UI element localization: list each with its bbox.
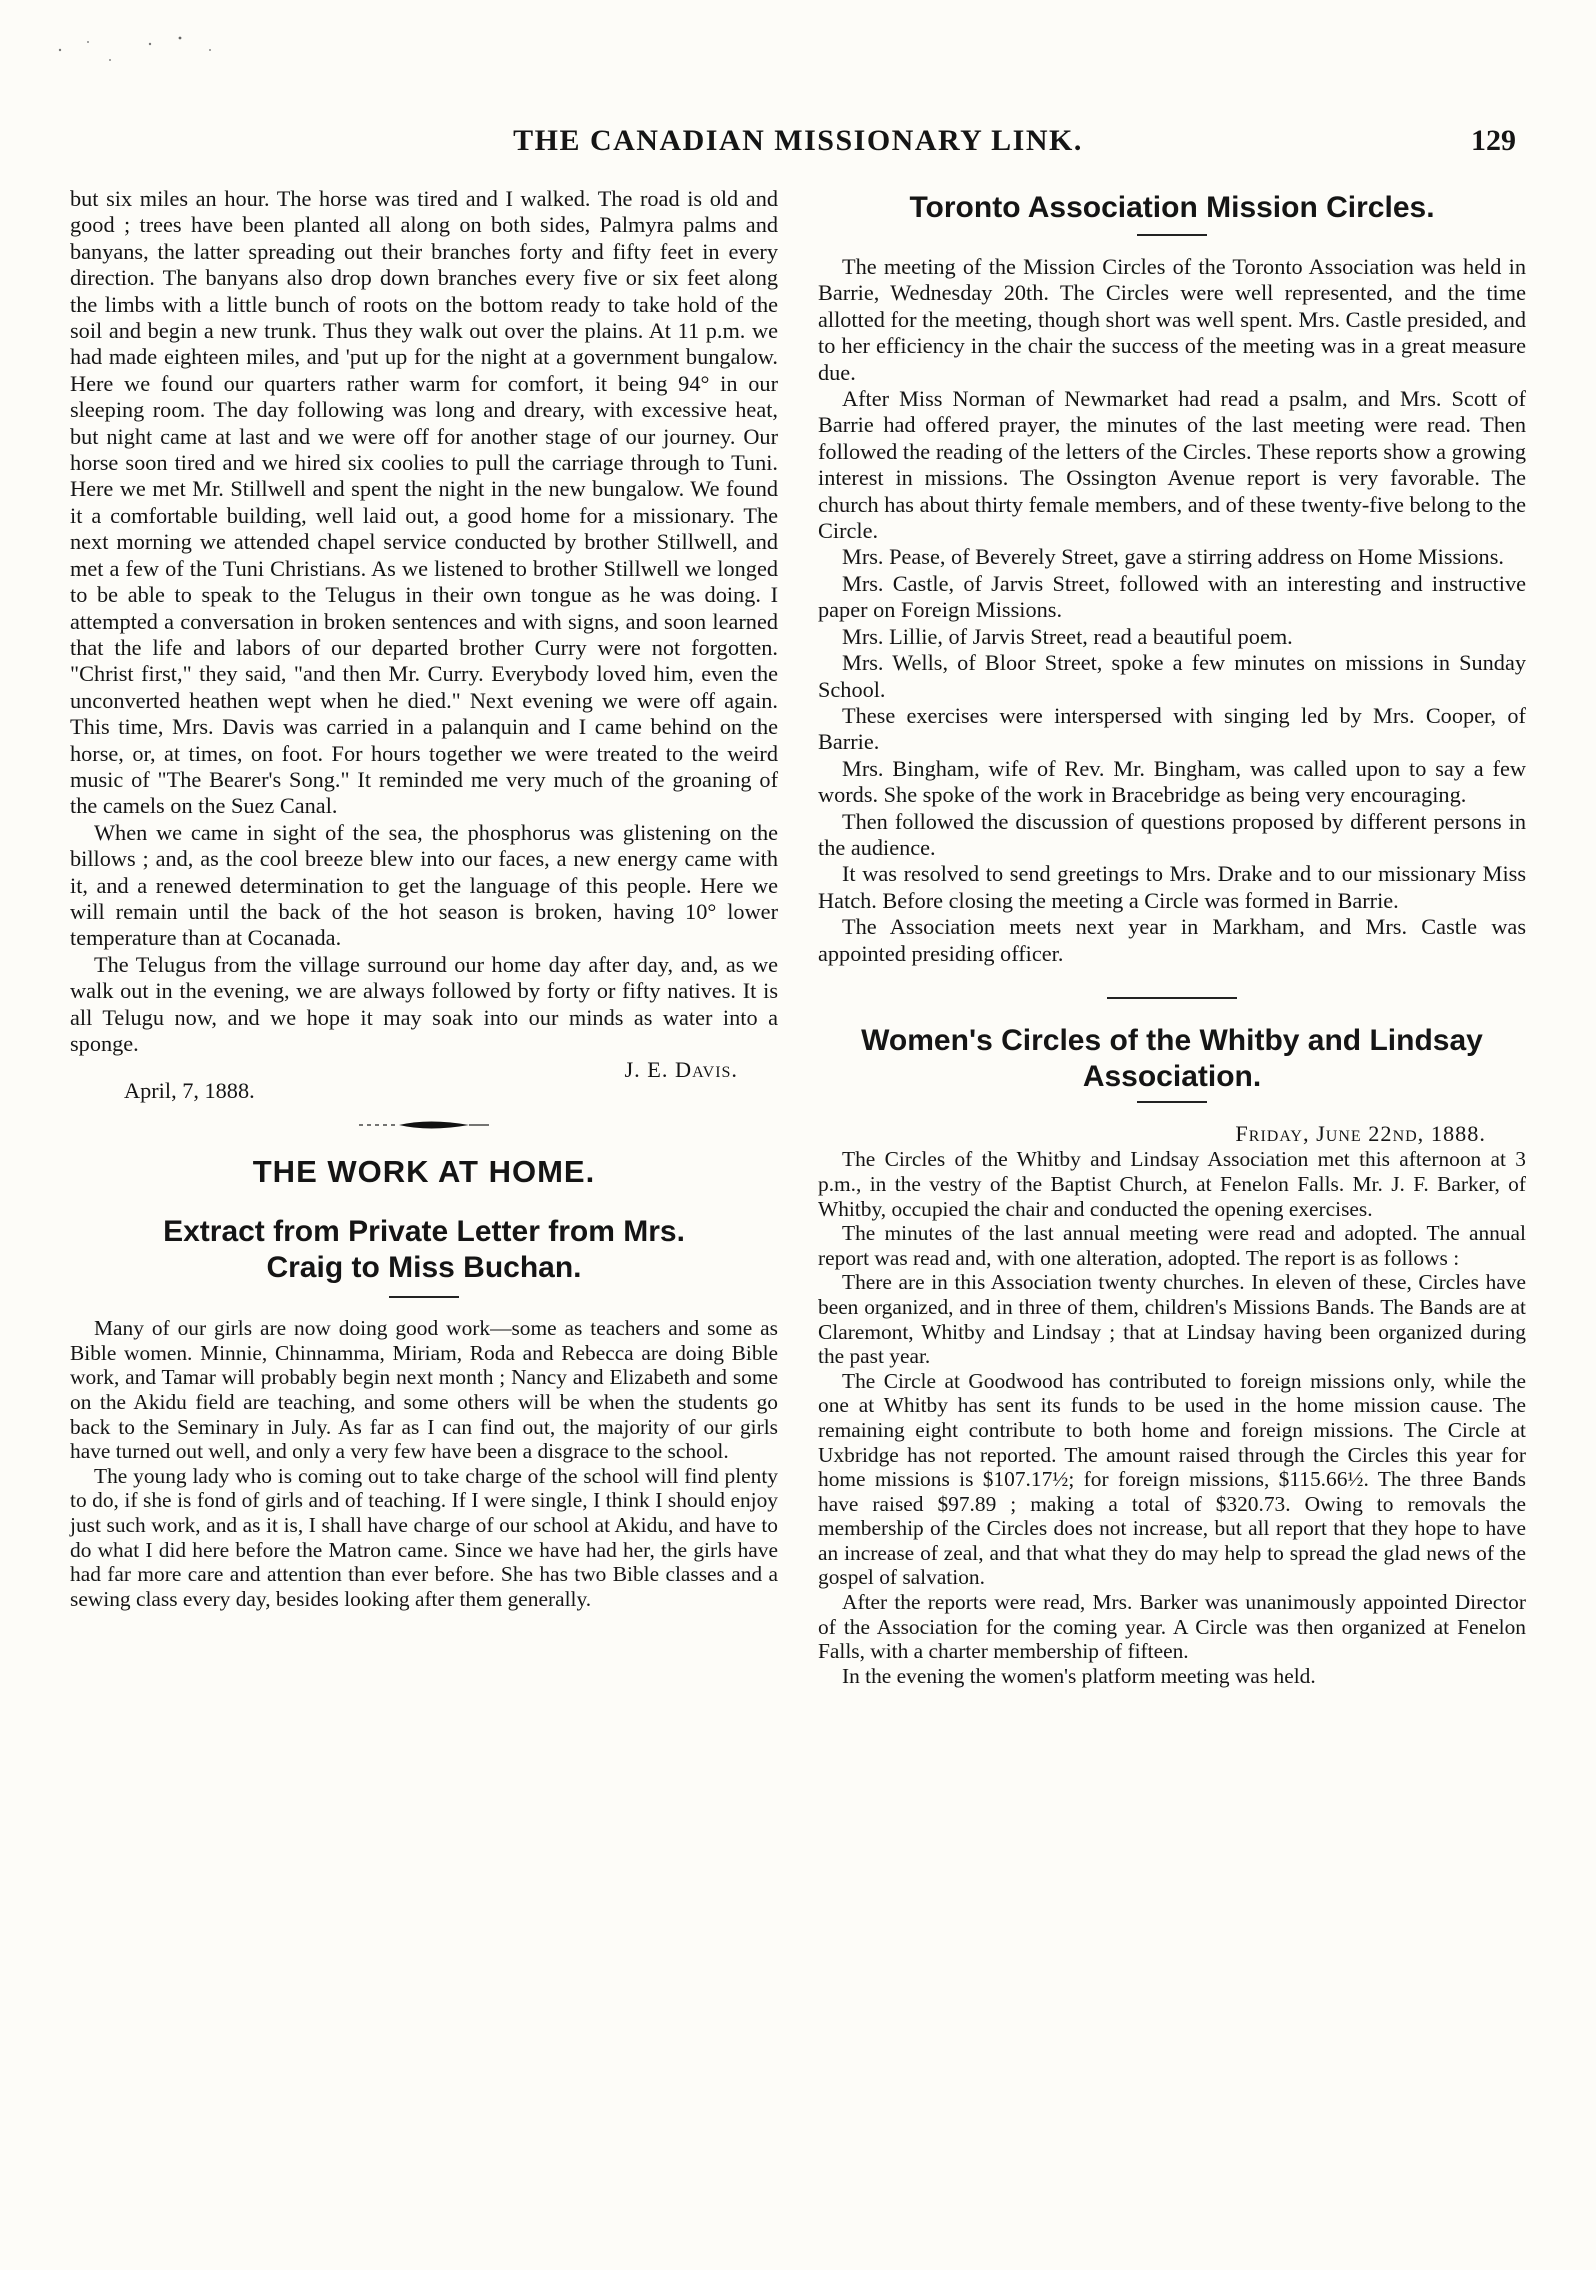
letter-dateline: April, 7, 1888.: [124, 1077, 255, 1103]
toronto-paragraph: The meeting of the Mission Circles of the Toronto Association was held in Barrie, Wednesday 20th. The Circles were well represented, and the time allotted for the meeting, though short was well spent. Mrs. Castle presided, and to her efficiency in the chair the success of the meeting was in a great measure due.: [818, 254, 1526, 385]
toronto-paragraph: The Association meets next year in Markham, and Mrs. Castle was appointed presiding officer.: [818, 914, 1526, 966]
extract-paragraph: The young lady who is coming out to take charge of the school will find plenty to do, if she is fond of girls and of teaching. If I were single, I think I should enjoy just such work, and as it is, I shall have charge of our school at Akidu, and have to do what I did here before the Matron came. Since we have had her, the girls have had far more care and attention than ever before. She has two Bible classes and a sewing class every day, besides looking after them generally.: [70, 1463, 778, 1611]
whitby-paragraph: In the evening the women's platform meeting was held.: [842, 1663, 1316, 1688]
toronto-paragraph: Then followed the discussion of questions proposed by different persons in the audience.: [818, 808, 1526, 860]
letter-signature: J. E. Davis.: [624, 1057, 738, 1083]
section-divider-ornament: [359, 1118, 489, 1132]
section-heading-work-at-home: THE WORK AT HOME.: [252, 1154, 596, 1190]
title-rule: [389, 1296, 459, 1298]
print-specks: [40, 20, 280, 80]
whitby-paragraph: The Circle at Goodwood has contributed to foreign missions only, while the one at Whitby has sent its funds to be used in the home mission cause. The remaining eight contribute to both home and foreign missions. The Circle at Uxbridge has not reported. The amount raised through the Circles this year for home missions is $107.17½; for foreign missions, $115.66½. The three Bands have raised $97.89 ; making a total of $320.73. Owing to removals the membership of the Circles does not increase, but all report that they hope to have an increase of zeal, and that what they do may help to spread the glad news of the gospel of salvation.: [818, 1368, 1526, 1590]
whitby-paragraph: The minutes of the last annual meeting were read and adopted. The annual report was read and, with one alteration, adopted. The report is as follows :: [818, 1221, 1526, 1270]
toronto-paragraph: These exercises were interspersed with singing led by Mrs. Cooper, of Barrie.: [818, 702, 1526, 755]
title-rule: [1137, 1101, 1207, 1103]
whitby-paragraph: After the reports were read, Mrs. Barker was unanimously appointed Director of the Association for the coming year. A Circle was then organized at Fenelon Falls, with a charter membership of fifteen.: [818, 1590, 1526, 1664]
davis-letter-paragraph: but six miles an hour. The horse was tired and I walked. The road is old and good ; trees have been planted all along on both sides, Palmyra palms and banyans, the latter spreading out their branches forty and fifty feet in every direction. The banyans also drop down branches every five or six feet along the limbs with a little bunch of roots on the bottom ready to take hold of the soil and begin a new trunk. Thus they walk out over the plains. At 11 p.m. we had made eighteen miles, and 'put up for the night at a government bungalow. Here we found our quarters rather warm for comfort, it being 94° in our sleeping room. The day following was long and dreary, with excessive heat, but night came at last and we were off for another stage of our journey. Our horse soon tired and we hired six coolies to pull the carriage through to Tuni. Here we met Mr. Stillwell and spent the night in the new bungalow. We found it a comfortable building, well laid out, a good home for a missionary. The next morning we attended chapel service conducted by brother Stillwell, and met a few of the Tuni Christians. As we listened to brother Stillwell we longed to be able to speak to the Telugus in their own tongue as he was doing. I attempted a conversation in broken sentences and with signs, and soon learned that the life and labors of our departed brother Curry were not forgotten. "Christ first," they said, "and then Mr. Curry. Everybody loved him, even the unconverted heathen wept when he died." Next evening we were off again. This time, Mrs. Davis was carried in a palanquin and I came behind on the horse, or, at times, on foot. For hours together we were treated to the weird music of "The Bearer's Song." It reminded me very much of the groaning of the camels on the Suez Canal.: [70, 186, 778, 819]
whitby-paragraph: The Circles of the Whitby and Lindsay Association met this afternoon at 3 p.m., in the vestry of the Baptist Church, at Fenelon Falls. Mr. J. F. Barker, of Whitby, occupied the chair and conducted the opening exercises.: [818, 1147, 1526, 1221]
toronto-title: Toronto Association Mission Circles.: [909, 191, 1435, 224]
toronto-paragraph: After Miss Norman of Newmarket had read a psalm, and Mrs. Scott of Barrie had offered prayer, the minutes of the last meeting were read. Then followed the reading of the letters of the Circles. These reports show a growing interest in missions. The Ossington Avenue report is very favorable. The church has about thirty female members, and of these twenty-five belong to the Circle.: [818, 386, 1526, 544]
toronto-paragraph: Mrs. Wells, of Bloor Street, spoke a few minutes on missions in Sunday School.: [818, 650, 1526, 702]
right-column: [818, 186, 1526, 1688]
page-number: 129: [1471, 124, 1516, 157]
toronto-paragraph: Mrs. Pease, of Beverely Street, gave a stirring address on Home Missions.: [842, 544, 1504, 570]
toronto-paragraph: Mrs. Lillie, of Jarvis Street, read a beautiful poem.: [842, 623, 1293, 649]
davis-letter-paragraph: The Telugus from the village surround our home day after day, and, as we walk out in the evening, we are always followed by forty or fifty natives. It is all Telugu now, and we hope it may soak into our minds as water into a sponge.: [70, 951, 778, 1056]
davis-letter-paragraph: When we came in sight of the sea, the phosphorus was glistening on the billows ; and, as the cool breeze blew into our faces, a new energy came with it, and a renewed determination to get the language of this people. Here we will remain until the back of the hot season is broken, having 10° lower temperature than at Cocanada.: [70, 819, 778, 951]
whitby-paragraph: There are in this Association twenty churches. In eleven of these, Circles have been organized, and in three of them, children's Missions Bands. The Bands are at Claremont, Whitby and Lindsay ; that at Lindsay having been organized during the past year.: [818, 1270, 1526, 1369]
toronto-paragraph: Mrs. Bingham, wife of Rev. Mr. Bingham, was called upon to say a few words. She spoke of the work in Bracebridge as being very encouraging.: [818, 755, 1526, 808]
title-rule: [1137, 234, 1207, 236]
left-column: [70, 186, 778, 1611]
toronto-paragraph: Mrs. Castle, of Jarvis Street, followed with an interesting and instructive paper on Foreign Missions.: [818, 570, 1526, 623]
toronto-paragraph: It was resolved to send greetings to Mrs. Drake and to our missionary Miss Hatch. Before closing the meeting a Circle was formed in Barrie.: [818, 861, 1526, 913]
section-divider: [1107, 997, 1237, 999]
page-header: [60, 124, 1536, 164]
running-title: THE CANADIAN MISSIONARY LINK.: [513, 124, 1083, 157]
whitby-date: Friday, June 22nd, 1888.: [1235, 1120, 1486, 1146]
extract-title: Extract from Private Letter from Mrs. Craig to Miss Buchan.: [163, 1215, 685, 1285]
whitby-title: Women's Circles of the Whitby and Lindsay Association.: [861, 1023, 1483, 1093]
extract-paragraph: Many of our girls are now doing good work—some as teachers and some as Bible women. Minnie, Chinnamma, Miriam, Roda and Rebecca are doing Bible work, and Tamar will probably begin next month ; Nancy and Elizabeth and some on the Akidu field are teaching, and some others will be when the students go back to the Seminary in July. As far as I can find out, the majority of our girls have turned out well, and only a very few have been a disgrace to the school.: [70, 1316, 778, 1464]
